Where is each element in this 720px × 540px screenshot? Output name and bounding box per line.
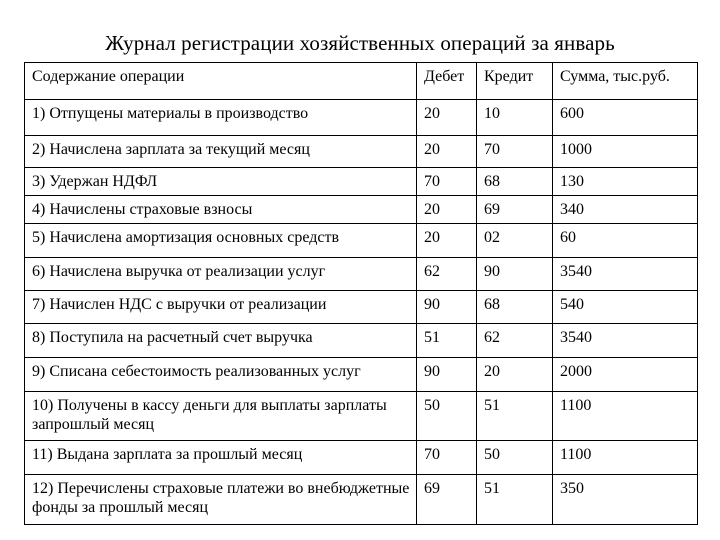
cell-debit: 20 [417, 224, 477, 258]
cell-description: 6) Начислена выручка от реализации услуг [25, 258, 417, 291]
cell-amount: 2000 [553, 358, 698, 392]
header-debit: Дебет [417, 63, 477, 100]
cell-description: 12) Перечислены страховые платежи во внебюджетные фонды за прошлый месяц [25, 475, 417, 525]
cell-amount: 540 [553, 291, 698, 324]
cell-credit: 10 [477, 100, 553, 136]
cell-debit: 90 [417, 358, 477, 392]
cell-amount: 3540 [553, 258, 698, 291]
cell-debit: 20 [417, 196, 477, 224]
cell-amount: 1100 [553, 441, 698, 475]
table-row [25, 136, 698, 168]
cell-amount: 130 [553, 168, 698, 196]
cell-debit: 20 [417, 136, 477, 168]
cell-description: 10) Получены в кассу деньги для выплаты зарплаты запрошлый месяц [25, 392, 417, 441]
cell-debit: 70 [417, 168, 477, 196]
table-row [25, 392, 698, 441]
cell-amount: 1000 [553, 136, 698, 168]
cell-description: 4) Начислены страховые взносы [25, 196, 417, 224]
table-header-row [25, 63, 698, 100]
cell-debit: 90 [417, 291, 477, 324]
header-amount: Сумма, тыс.руб. [553, 63, 698, 100]
table-row [25, 258, 698, 291]
cell-debit: 20 [417, 100, 477, 136]
cell-credit: 70 [477, 136, 553, 168]
table-row [25, 168, 698, 196]
cell-description: 8) Поступила на расчетный счет выручка [25, 324, 417, 358]
cell-credit: 62 [477, 324, 553, 358]
cell-credit: 90 [477, 258, 553, 291]
cell-credit: 51 [477, 392, 553, 441]
table-row [25, 224, 698, 258]
cell-debit: 70 [417, 441, 477, 475]
cell-debit: 50 [417, 392, 477, 441]
operations-journal-table [24, 62, 698, 525]
cell-debit: 69 [417, 475, 477, 525]
table-row [25, 441, 698, 475]
cell-debit: 51 [417, 324, 477, 358]
header-description: Содержание операции [25, 63, 417, 100]
table-row [25, 475, 698, 525]
cell-description: 9) Списана себестоимость реализованных услуг [25, 358, 417, 392]
table-row [25, 100, 698, 136]
cell-description: 5) Начислена амортизация основных средств [25, 224, 417, 258]
cell-description: 11) Выдана зарплата за прошлый месяц [25, 441, 417, 475]
page-title: Журнал регистрации хозяйственных операций за январь [105, 31, 615, 55]
cell-amount: 3540 [553, 324, 698, 358]
cell-description: 1) Отпущены материалы в производство [25, 100, 417, 136]
cell-description: 2) Начислена зарплата за текущий месяц [25, 136, 417, 168]
cell-credit: 20 [477, 358, 553, 392]
cell-credit: 50 [477, 441, 553, 475]
cell-amount: 600 [553, 100, 698, 136]
cell-amount: 60 [553, 224, 698, 258]
cell-amount: 340 [553, 196, 698, 224]
cell-description: 7) Начислен НДС с выручки от реализации [25, 291, 417, 324]
cell-description: 3) Удержан НДФЛ [25, 168, 417, 196]
cell-credit: 69 [477, 196, 553, 224]
cell-credit: 68 [477, 291, 553, 324]
table-row [25, 291, 698, 324]
table-row [25, 358, 698, 392]
cell-credit: 51 [477, 475, 553, 525]
cell-amount: 1100 [553, 392, 698, 441]
table-row [25, 324, 698, 358]
cell-amount: 350 [553, 475, 698, 525]
cell-credit: 02 [477, 224, 553, 258]
header-credit: Кредит [477, 63, 553, 100]
table-row [25, 196, 698, 224]
cell-debit: 62 [417, 258, 477, 291]
cell-credit: 68 [477, 168, 553, 196]
